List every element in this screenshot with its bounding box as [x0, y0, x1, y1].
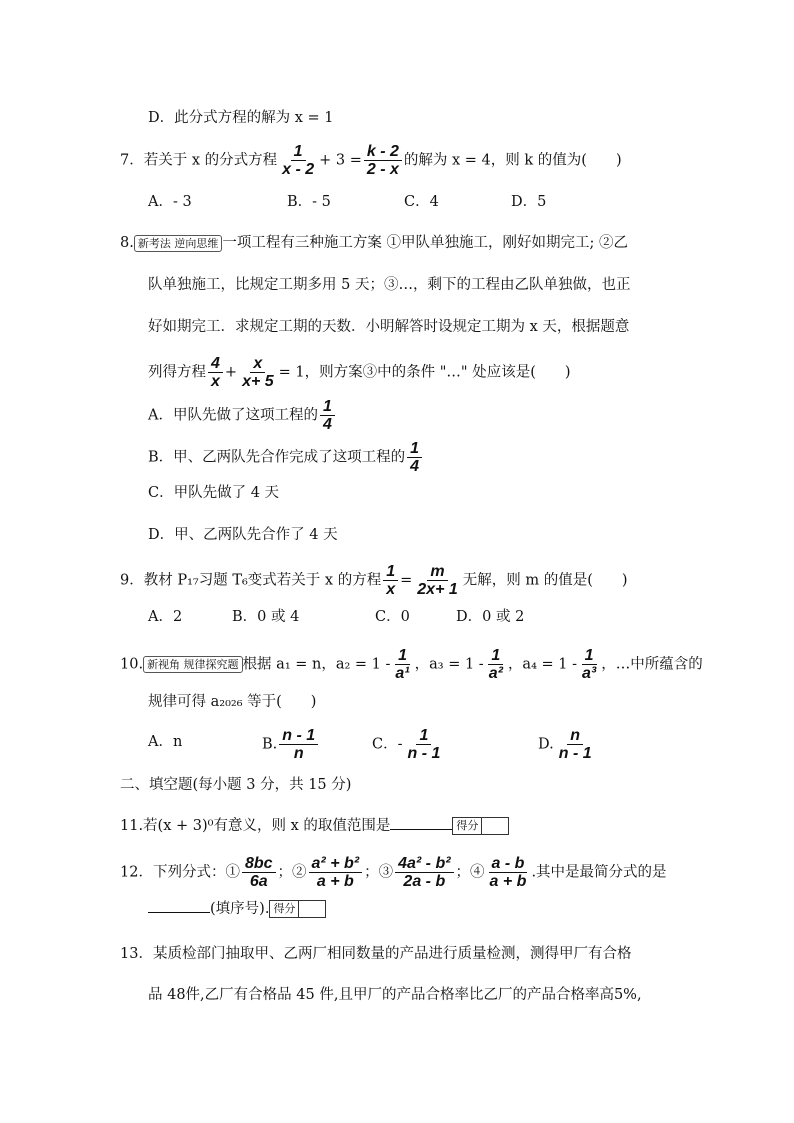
q10-option-c — [372, 727, 445, 762]
q8-option-d: D．甲、乙两队先合作了 4 天 — [148, 527, 338, 543]
q8-option-a-fraction: $\frac{1}{4}$ — [320, 398, 335, 433]
q13-line-1: 13．某质检部门抽取甲、乙两厂相同数量的产品进行质量检测，测得甲厂有合格 — [120, 946, 632, 962]
q10-p2: ，a₃ = 1 - — [414, 656, 484, 673]
q7-mid: + 3 = — [319, 152, 362, 169]
q8-line-4 — [148, 355, 571, 390]
q10-fraction-3: $\frac{1}{\text{a³}}$ — [582, 647, 597, 682]
q8-option-b — [148, 440, 424, 475]
q7-stem — [120, 143, 622, 178]
q9-fraction-1: $\frac{1}{x}$ — [383, 563, 398, 598]
q12-line2-text: (填序号). — [210, 901, 270, 917]
q7-option-a: A．- 3 — [148, 194, 192, 210]
q10-p3: ，a₄ = 1 - — [507, 656, 577, 673]
q10-line-1 — [120, 647, 703, 682]
q7-fraction-2: $\frac{k - 2}{2 - x}$ — [364, 143, 402, 178]
q12-s2: ；② — [277, 864, 307, 881]
q10-option-d — [538, 727, 597, 762]
q11-score-box — [452, 817, 509, 835]
q10-option-c-fraction: $\frac{1}{n - 1}$ — [407, 727, 441, 762]
q12-s4: ；④ — [455, 864, 485, 881]
q11-stem — [120, 815, 509, 836]
q7-option-d: D．5 — [511, 194, 547, 210]
q9-pre: 9．教材 P₁₇习题 T₆变式若关于 x 的方程 — [120, 572, 382, 589]
q8-fraction-2: $\frac{x}{x+ 5}$ — [242, 355, 274, 390]
q10-option-d-label: D. — [538, 736, 554, 753]
q11-score-label: 得分 — [453, 818, 482, 834]
q7-option-b: B．- 5 — [287, 194, 331, 210]
section-2-heading: 二、填空题(每小题 3 分，共 15 分) — [120, 777, 352, 793]
q8-option-b-text: B．甲、乙两队先合作完成了这项工程的 — [148, 449, 406, 466]
q12-score-label: 得分 — [270, 901, 299, 917]
q8-line4-post: = 1，则方案③中的条件 "…" 处应该是( ) — [278, 364, 571, 381]
q7-option-c: C．4 — [404, 194, 439, 210]
q10-p4: ，…中所蕴含的 — [601, 656, 703, 673]
q12-line-1 — [120, 855, 667, 890]
q8-tag: 新考法 逆向思维 — [134, 235, 223, 252]
q10-option-b — [262, 727, 320, 762]
q9-option-a: A．2 — [148, 609, 183, 625]
q12-fraction-1: $\frac{8bc}{6a}$ — [242, 855, 276, 890]
q11-text: 11.若(x + 3)⁰有意义，则 x 的取值范围是 — [120, 818, 391, 834]
q12-fraction-2: $\frac{\text{a² + b²}}{a + b}$ — [309, 855, 363, 890]
q6-option-d: D．此分式方程的解为 x = 1 — [148, 110, 334, 126]
q8-line4-pre: 列得方程 — [148, 364, 206, 381]
q8-number: 8. — [120, 235, 134, 251]
q12-post: .其中是最简分式的是 — [531, 864, 667, 881]
q8-option-c: C．甲队先做了 4 天 — [148, 485, 280, 501]
q9-option-d: D．0 或 2 — [456, 609, 525, 625]
q10-option-d-fraction: $\frac{n}{n - 1}$ — [558, 727, 592, 762]
q12-s3: ；③ — [364, 864, 394, 881]
q10-fraction-1: $\frac{1}{\text{a¹}}$ — [395, 647, 410, 682]
q10-option-b-fraction: $\frac{n - 1}{n}$ — [279, 727, 318, 762]
q8-line-3: 好如期完工．求规定工期的天数．小明解答时设规定工期为 x 天，根据题意 — [148, 319, 630, 335]
q10-number: 10. — [120, 656, 144, 673]
q8-line-2: 队单独施工，比规定工期多用 5 天；③…，剩下的工程由乙队单独做，也正 — [148, 277, 631, 293]
q13-line-2: 品 48件,乙厂有合格品 45 件,且甲厂的产品合格率比乙厂的产品合格率高5%, — [148, 987, 642, 1003]
q10-p1: 根据 a₁ = n，a₂ = 1 - — [242, 656, 391, 673]
q7-post: 的解为 x = 4，则 k 的值为( ) — [403, 152, 622, 169]
q7-fraction-1: $\frac{1}{x - 2}$ — [282, 143, 315, 178]
q9-fraction-2: $\frac{m}{2x+ 1}$ — [417, 563, 458, 598]
q9-stem — [120, 563, 628, 598]
q8-option-a — [148, 398, 337, 433]
q12-score-box — [269, 900, 326, 918]
q10-option-b-label: B. — [262, 736, 278, 753]
q10-tag: 新视角 规律探究题 — [143, 656, 243, 673]
q10-fraction-2: $\frac{1}{\text{a²}}$ — [488, 647, 503, 682]
q8-line-1 — [120, 233, 628, 253]
q10-option-c-label: C．- — [372, 736, 403, 753]
q8-fraction-1: $\frac{4}{x}$ — [208, 355, 223, 390]
q9-option-c: C．0 — [375, 609, 410, 625]
q11-answer-blank[interactable] — [390, 815, 452, 830]
q8-text-1: 一项工程有三种施工方案 ①甲队单独施工，刚好如期完工; ②乙 — [222, 235, 628, 251]
q12-fraction-3: $\frac{\text{4a² - b²}}{2a - b}$ — [395, 855, 453, 890]
q8-plus: + — [224, 364, 238, 381]
q9-option-b: B．0 或 4 — [232, 609, 300, 625]
q12-answer-blank[interactable] — [148, 898, 210, 913]
q10-line-2: 规律可得 a₂₀₂₆ 等于( ) — [148, 694, 317, 710]
q8-option-a-text: A．甲队先做了这项工程的 — [148, 407, 318, 424]
q12-pre: 12．下列分式：① — [120, 864, 240, 881]
q12-fraction-4: $\frac{a - b}{a + b}$ — [489, 855, 527, 890]
q7-pre: 7．若关于 x 的分式方程 — [120, 152, 278, 169]
q10-option-a: A．n — [148, 734, 183, 750]
q12-line-2 — [148, 898, 326, 919]
q9-post: 无解，则 m 的值是( ) — [462, 572, 628, 589]
q8-option-b-fraction: $\frac{1}{4}$ — [407, 440, 422, 475]
q9-eq: = — [400, 572, 413, 589]
